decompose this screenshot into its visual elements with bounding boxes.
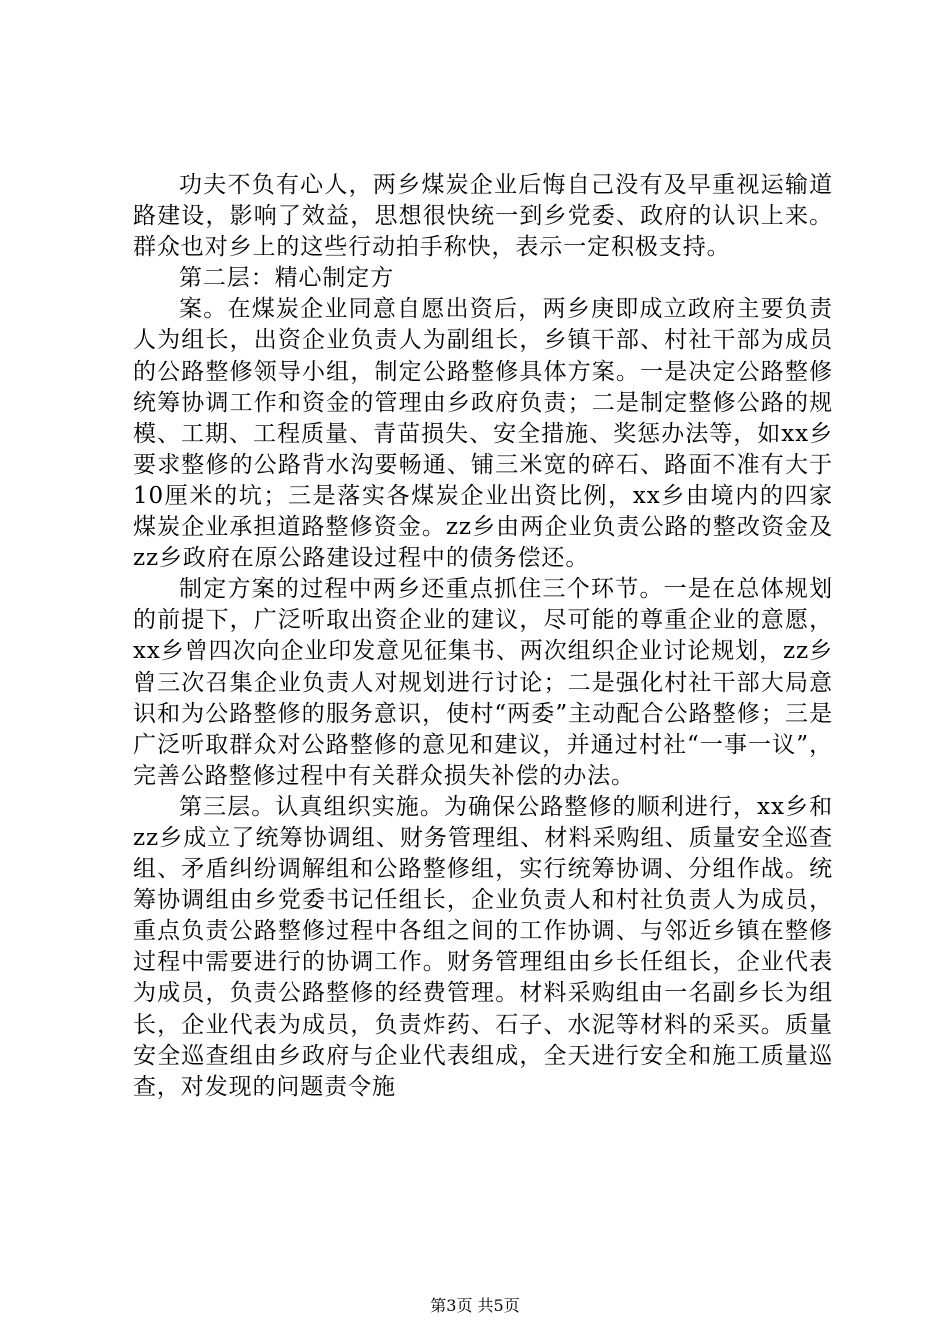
paragraph-5: 第三层。认真组织实施。为确保公路整修的顺利进行，xx乡和zz乡成立了统筹协调组、财务管理组、材料采购组、质量安全巡查组、矛盾纠纷调解组和公路整修组，实行统筹协调、分组作战。统筹协调组由乡党委书记任组长，企业负责人和村社负责人为成员，重点负责公路整修过程中各组之间的工作协调、与邻近乡镇在整修过程中需要进行的协调工作。财务管理组由乡长任组长，企业代表为成员，负责公路整修的经费管理。材料采购组由一名副乡长为组长，企业代表为成员，负责炸药、石子、水泥等材料的采买。质量安全巡查组由乡政府与企业代表组成，全天进行安全和施工质量巡查，对发现的问题责令施 [133, 793, 833, 1100]
paragraph-1: 功夫不负有心人，两乡煤炭企业后悔自己没有及早重视运输道路建设，影响了效益，思想很快统一到乡党委、政府的认识上来。群众也对乡上的这些行动拍手称快，表示一定积极支持。 [133, 172, 833, 261]
document-body [133, 170, 833, 1103]
paragraph-2-heading: 第二层：精心制定方 [179, 265, 395, 292]
paragraph-4: 制定方案的过程中两乡还重点抓住三个环节。一是在总体规划的前提下，广泛听取出资企业的建议，尽可能的尊重企业的意愿，xx乡曾四次向企业印发意见征集书、两次组织企业讨论规划，zz乡曾三次召集企业负责人对规划进行讨论；二是强化村社干部大局意识和为公路整修的服务意识，使村“两委”主动配合公路整修；三是广泛听取群众对公路整修的意见和建议，并通过村社“一事一议”，完善公路整修过程中有关群众损失补偿的办法。 [133, 576, 833, 789]
paragraph-3: 案。在煤炭企业同意自愿出资后，两乡庚即成立政府主要负责人为组长，出资企业负责人为副组长，乡镇干部、村社干部为成员的公路整修领导小组，制定公路整修具体方案。一是决定公路整修统筹协调工作和资金的管理由乡政府负责；二是制定整修公路的规模、工期、工程质量、青苗损失、安全措施、奖惩办法等，如xx乡要求整修的公路背水沟要畅通、铺三米宽的碎石、路面不准有大于10厘米的坑；三是落实各煤炭企业出资比例，xx乡由境内的四家煤炭企业承担道路整修资金。zz乡由两企业负责公路的整改资金及zz乡政府在原公路建设过程中的债务偿还。 [133, 296, 833, 572]
page-footer: 第3页 共5页 [430, 1296, 520, 1315]
